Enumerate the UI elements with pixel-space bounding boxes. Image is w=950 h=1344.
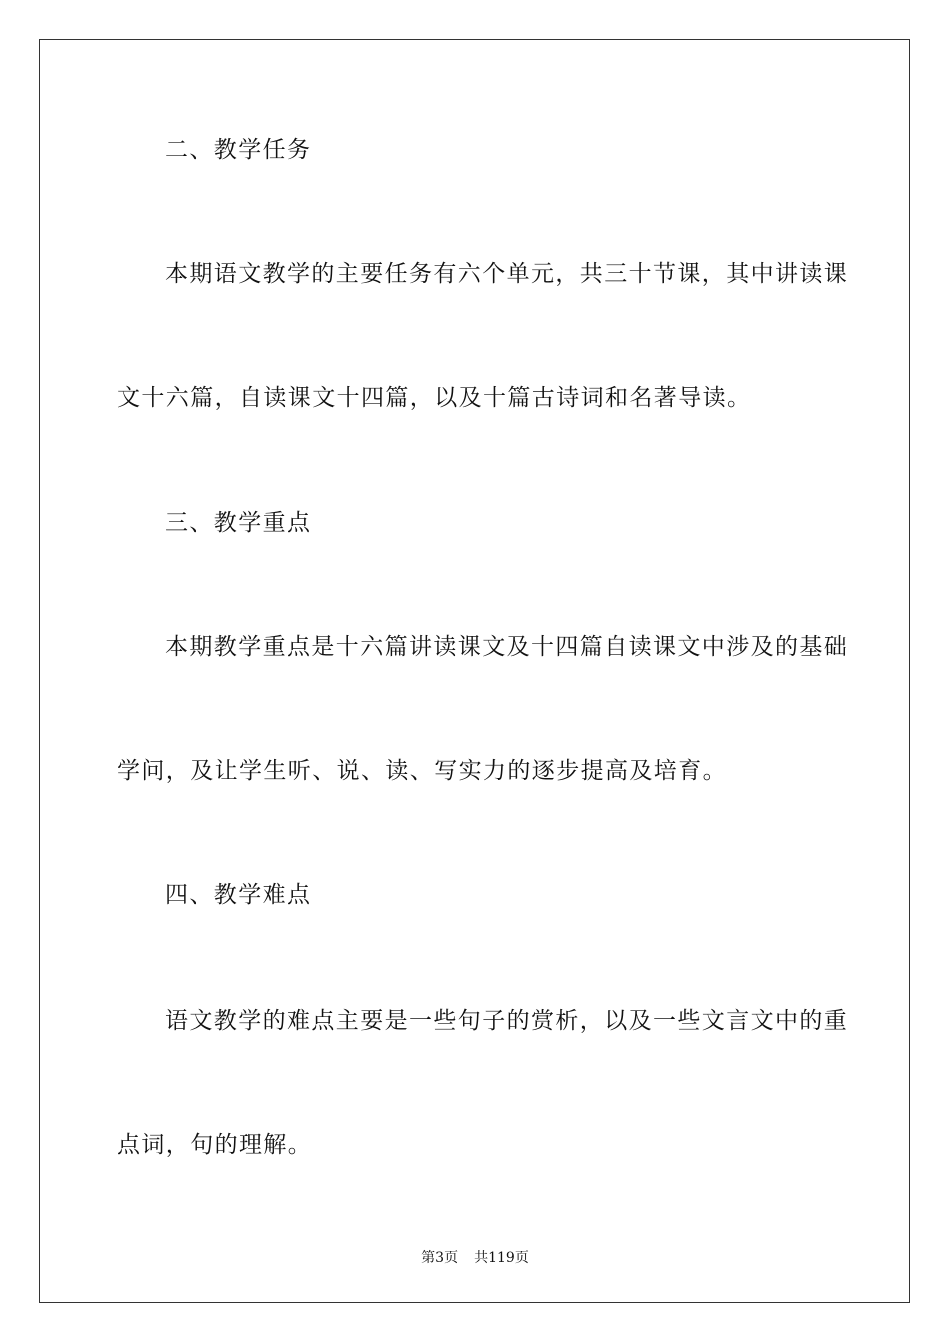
paragraph-line: 学问，及让学生听、说、读、写实力的逐步提高及培育。 <box>117 758 727 784</box>
section-heading-difficulties: 四、教学难点 <box>165 882 312 908</box>
paragraph-line: 本期教学重点是十六篇讲读课文及十四篇自读课文中涉及的基础 <box>165 634 849 660</box>
paragraph-line: 点词，句的理解。 <box>117 1132 313 1158</box>
page-number: 第3页 <box>421 1250 459 1266</box>
page-border <box>39 39 910 1303</box>
page-footer <box>0 1247 950 1267</box>
page-total: 共119页 <box>474 1250 529 1266</box>
paragraph-line: 文十六篇，自读课文十四篇，以及十篇古诗词和名著导读。 <box>117 385 752 411</box>
paragraph-line: 语文教学的难点主要是一些句子的赏析，以及一些文言文中的重 <box>165 1008 849 1034</box>
section-heading-key-points: 三、教学重点 <box>165 510 312 536</box>
paragraph-line: 本期语文教学的主要任务有六个单元，共三十节课，其中讲读课 <box>165 261 849 287</box>
section-heading-tasks: 二、教学任务 <box>165 137 312 163</box>
